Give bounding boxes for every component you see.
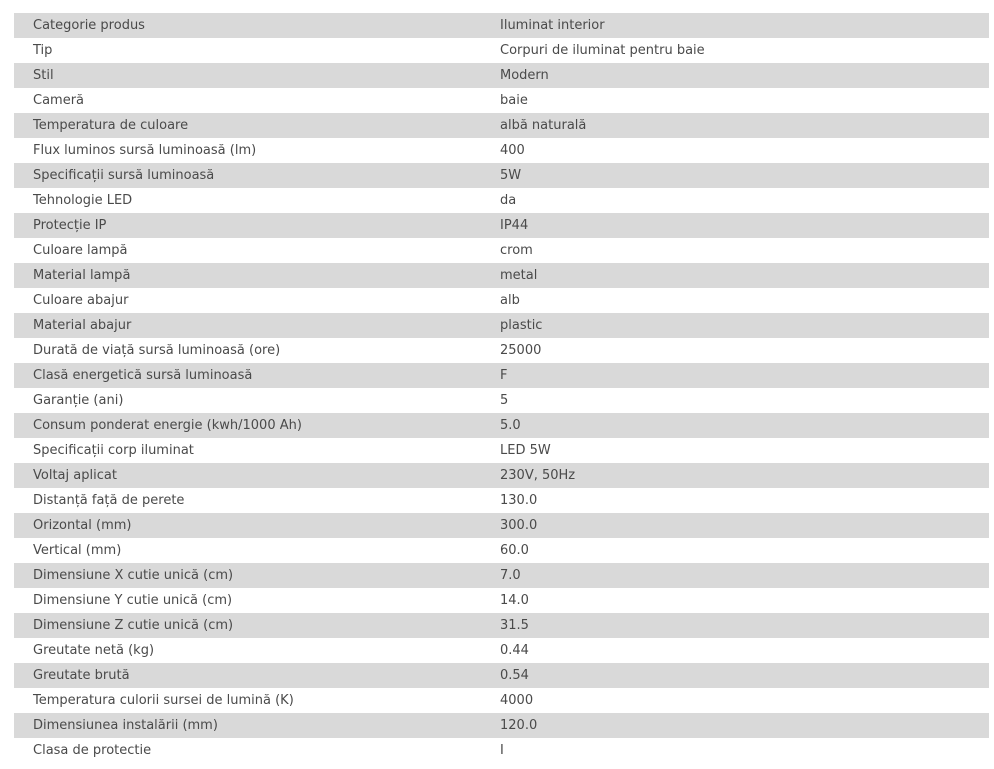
spec-row bbox=[14, 88, 989, 113]
spec-label: Protecție IP bbox=[33, 218, 107, 233]
spec-row bbox=[14, 588, 989, 613]
spec-label: Specificații corp iluminat bbox=[33, 443, 194, 458]
spec-value: 0.54 bbox=[500, 668, 529, 683]
spec-row bbox=[14, 338, 989, 363]
spec-label: Consum ponderat energie (kwh/1000 Ah) bbox=[33, 418, 302, 433]
spec-row bbox=[14, 563, 989, 588]
spec-value: 60.0 bbox=[500, 543, 529, 558]
spec-label: Dimensiune X cutie unică (cm) bbox=[33, 568, 234, 583]
spec-value: Modern bbox=[500, 68, 549, 83]
spec-value: 130.0 bbox=[500, 493, 538, 508]
spec-label: Greutate netă (kg) bbox=[33, 643, 155, 658]
spec-row bbox=[14, 13, 989, 38]
spec-row bbox=[14, 413, 989, 438]
spec-label: Dimensiune Y cutie unică (cm) bbox=[33, 593, 233, 608]
spec-value: crom bbox=[500, 243, 533, 258]
spec-label: Dimensiune Z cutie unică (cm) bbox=[33, 618, 234, 633]
spec-label: Flux luminos sursă luminoasă (lm) bbox=[33, 143, 257, 158]
spec-label: Dimensiunea instalării (mm) bbox=[33, 718, 218, 733]
spec-row bbox=[14, 163, 989, 188]
spec-value: metal bbox=[500, 268, 538, 283]
spec-row bbox=[14, 663, 989, 688]
spec-label: Culoare abajur bbox=[33, 293, 129, 308]
spec-label: Material lampă bbox=[33, 268, 131, 283]
spec-row bbox=[14, 463, 989, 488]
spec-value: Corpuri de iluminat pentru baie bbox=[500, 43, 705, 58]
spec-value: alb bbox=[500, 293, 520, 308]
spec-value: 230V, 50Hz bbox=[500, 468, 576, 483]
spec-row bbox=[14, 438, 989, 463]
spec-value: plastic bbox=[500, 318, 543, 333]
spec-value: LED 5W bbox=[500, 443, 551, 458]
spec-value: 120.0 bbox=[500, 718, 538, 733]
spec-value: da bbox=[500, 193, 517, 208]
spec-label: Durată de viață sursă luminoasă (ore) bbox=[33, 343, 281, 358]
spec-row bbox=[14, 488, 989, 513]
spec-label: Greutate brută bbox=[33, 668, 130, 683]
spec-label: Temperatura de culoare bbox=[33, 118, 189, 133]
product-specs-table bbox=[14, 13, 989, 763]
spec-row bbox=[14, 363, 989, 388]
spec-label: Vertical (mm) bbox=[33, 543, 122, 558]
spec-label: Tehnologie LED bbox=[33, 193, 133, 208]
spec-value: 14.0 bbox=[500, 593, 529, 608]
spec-label: Voltaj aplicat bbox=[33, 468, 117, 483]
spec-row bbox=[14, 538, 989, 563]
spec-value: 5W bbox=[500, 168, 522, 183]
specs-table-body bbox=[14, 13, 989, 763]
spec-value: baie bbox=[500, 93, 528, 108]
spec-value: 25000 bbox=[500, 343, 542, 358]
spec-row bbox=[14, 638, 989, 663]
spec-label: Cameră bbox=[33, 93, 85, 108]
spec-row bbox=[14, 613, 989, 638]
spec-row bbox=[14, 688, 989, 713]
spec-label: Categorie produs bbox=[33, 18, 145, 33]
spec-label: Specificații sursă luminoasă bbox=[33, 168, 215, 183]
spec-value: 0.44 bbox=[500, 643, 529, 658]
spec-value: 5.0 bbox=[500, 418, 521, 433]
spec-row bbox=[14, 63, 989, 88]
spec-row bbox=[14, 38, 989, 63]
spec-label: Tip bbox=[33, 43, 53, 58]
spec-row bbox=[14, 388, 989, 413]
spec-row bbox=[14, 713, 989, 738]
spec-value: I bbox=[500, 743, 504, 758]
spec-label: Distanță față de perete bbox=[33, 493, 185, 508]
spec-row bbox=[14, 513, 989, 538]
spec-value: 4000 bbox=[500, 693, 534, 708]
spec-row bbox=[14, 188, 989, 213]
spec-row bbox=[14, 238, 989, 263]
spec-row bbox=[14, 263, 989, 288]
spec-label: Garanție (ani) bbox=[33, 393, 124, 408]
spec-label: Orizontal (mm) bbox=[33, 518, 132, 533]
spec-value: IP44 bbox=[500, 218, 529, 233]
spec-value: 400 bbox=[500, 143, 525, 158]
spec-label: Clasă energetică sursă luminoasă bbox=[33, 368, 253, 383]
spec-label: Stil bbox=[33, 68, 54, 83]
spec-row bbox=[14, 113, 989, 138]
spec-value: albă naturală bbox=[500, 118, 587, 133]
spec-label: Culoare lampă bbox=[33, 243, 128, 258]
spec-row bbox=[14, 213, 989, 238]
spec-label: Material abajur bbox=[33, 318, 132, 333]
spec-value: F bbox=[500, 368, 508, 383]
spec-value: 300.0 bbox=[500, 518, 538, 533]
spec-label: Clasa de protectie bbox=[33, 743, 152, 758]
spec-row bbox=[14, 138, 989, 163]
spec-row bbox=[14, 313, 989, 338]
spec-value: 31.5 bbox=[500, 618, 529, 633]
spec-row bbox=[14, 738, 989, 763]
spec-row bbox=[14, 288, 989, 313]
spec-value: 5 bbox=[500, 393, 509, 408]
spec-value: 7.0 bbox=[500, 568, 521, 583]
spec-label: Temperatura culorii sursei de lumină (K) bbox=[33, 693, 294, 708]
spec-value: Iluminat interior bbox=[500, 18, 605, 33]
